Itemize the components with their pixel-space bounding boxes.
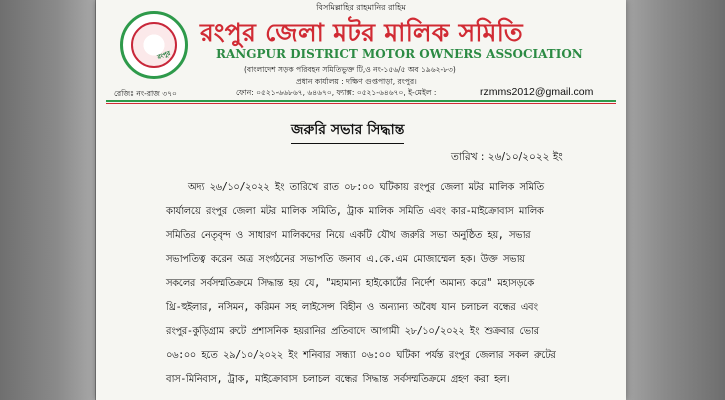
- notice-body-line: কার্যালয়ে রংপুর জেলা মটর মালিক সমিতি, ট্রাক মালিক সমিতি এবং কার-মাইক্রোবাস মালিক: [166, 206, 544, 217]
- notice-body-line: অদ্য ২৬/১০/২০২২ ইং তারিখে রাত ০৮:০০ ঘটিকায় রংপুর জেলা মটর মালিক সমিতি: [188, 182, 544, 193]
- header-divider-red: [106, 103, 616, 104]
- office-address: প্রধান কার্যালয় : দক্ষিণ গুপ্তপাড়া, রংপুর।: [296, 77, 417, 86]
- notice-body-line: ০৬:০০ হতে ২৯/১০/২০২২ ইং শনিবার সন্ধ্যা ০৬:০০ ঘটিকা পর্যন্ত রংপুর জেলার সকল রুটের: [166, 350, 556, 361]
- registration-line: (বাংলাদেশ সড়ক পরিবহন সমিতিভুক্ত টি,ও নং-১৫৬/৫ অব ১৯৬২-৮৩): [244, 65, 456, 74]
- registration-number: রেজিঃ নং-রাজ ৩৭০: [114, 89, 177, 98]
- bismillah-line: বিসমিল্লাহির রাহমানির রাহিম: [316, 3, 406, 12]
- notice-body-line: সভাপতিত্ব করেন অত্র সংগঠনের সভাপতি জনাব এ.কে.এম মোজাম্মেল হক। উক্ত সভায়: [166, 254, 525, 265]
- seal-text: রংপুর: [156, 49, 172, 62]
- contact-info: ফোন: ০৫২১-৬৬৮৬৭, ৬৪৬৭০, ফ্যাক্স: ০৫২১-৬৪৬৭০, ই-মেইল :: [236, 88, 437, 97]
- association-title-english: RANGPUR DISTRICT MOTOR OWNERS ASSOCIATION: [216, 47, 583, 61]
- notice-body-line: সকলের সর্বসম্মতিক্রমে সিদ্ধান্ত হয় যে, "মহামান্য হাইকোর্টের নির্দেশ অমান্য করে" মহাসড়কে: [166, 278, 534, 289]
- blurred-background-right: [625, 0, 725, 400]
- notice-heading: জরুরি সভার সিদ্ধান্ত: [291, 118, 404, 144]
- notice-body-line: বাস-মিনিবাস, ট্রাক, মাইক্রোবাস চলাচল বন্ধের সিদ্ধান্ত সর্বসম্মতিক্রমে গ্রহণ করা হল।: [166, 374, 510, 385]
- notice-body-line: থ্রি-হুইলার, নসিমন, করিমন সহ লাইসেন্স বিহীন ও অন্যান্য অবৈধ যান চলাচল বন্ধের এবং: [166, 302, 538, 313]
- letterhead-document: [96, 0, 626, 400]
- notice-body-line: রংপুর-কুড়িগ্রাম রুটে প্রশাসনিক হয়রানির প্রতিবাদে আগামী ২৮/১০/২০২২ ইং শুক্রবার ভোর: [166, 326, 539, 337]
- seal-inner-ring: [131, 22, 177, 68]
- blurred-background-left: [0, 0, 95, 400]
- notice-date: তারিখ : ২৬/১০/২০২২ ইং: [451, 151, 563, 163]
- association-seal-logo: [120, 11, 188, 79]
- email-address: rzmms2012@gmail.com: [480, 86, 594, 98]
- header-divider-green: [106, 100, 616, 102]
- association-title-bangla: রংপুর জেলা মটর মালিক সমিতি: [200, 18, 523, 47]
- notice-body-line: সমিতির নেতৃবৃন্দ ও সাধারণ মালিকদের নিয়ে একটি যৌথ জরুরি সভা অনুষ্ঠিত হয়, সভার: [166, 230, 531, 241]
